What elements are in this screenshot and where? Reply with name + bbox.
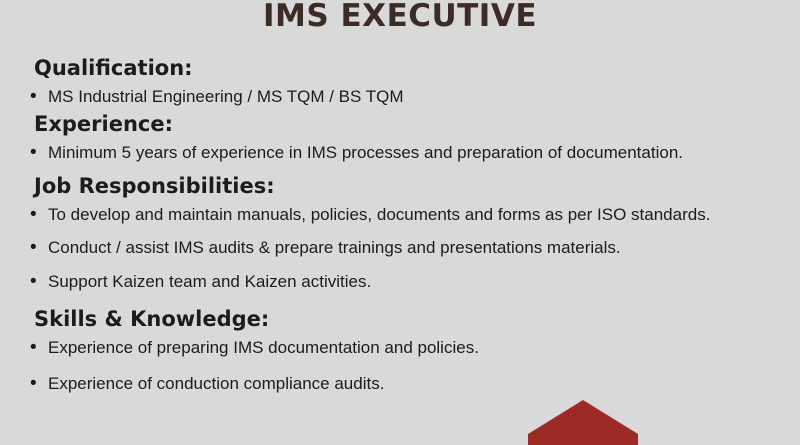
section-job-responsibilities — [26, 174, 796, 293]
list-item: • Experience of conduction compliance audits. — [26, 373, 796, 395]
list-item: • MS Industrial Engineering / MS TQM / BS TQM — [26, 86, 796, 108]
section-qualification — [26, 56, 796, 108]
section-skills-knowledge — [26, 307, 796, 395]
list-item: • Conduct / assist IMS audits & prepare trainings and presentations materials. — [26, 237, 796, 259]
list-item: • Experience of preparing IMS documentation and policies. — [26, 337, 796, 359]
section-heading-qualification: Qualification: — [34, 56, 193, 80]
list-item: • Support Kaizen team and Kaizen activities. — [26, 271, 796, 293]
job-details-content — [26, 56, 796, 408]
list-item: • To develop and maintain manuals, policies, documents and forms as per ISO standards. — [26, 204, 796, 226]
job-responsibilities-list — [26, 204, 796, 293]
list-item: • Minimum 5 years of experience in IMS processes and preparation of documentation. — [26, 142, 796, 164]
section-heading-job-responsibilities: Job Responsibilities: — [34, 173, 275, 198]
experience-list — [26, 142, 796, 164]
qualification-list — [26, 86, 796, 108]
section-experience — [26, 112, 796, 164]
section-heading-skills-knowledge: Skills & Knowledge: — [34, 306, 270, 331]
skills-knowledge-list — [26, 337, 796, 395]
section-heading-experience: Experience: — [34, 111, 174, 136]
red-arrow-graphic — [498, 400, 678, 445]
page-title: IMS EXECUTIVE — [262, 0, 538, 34]
